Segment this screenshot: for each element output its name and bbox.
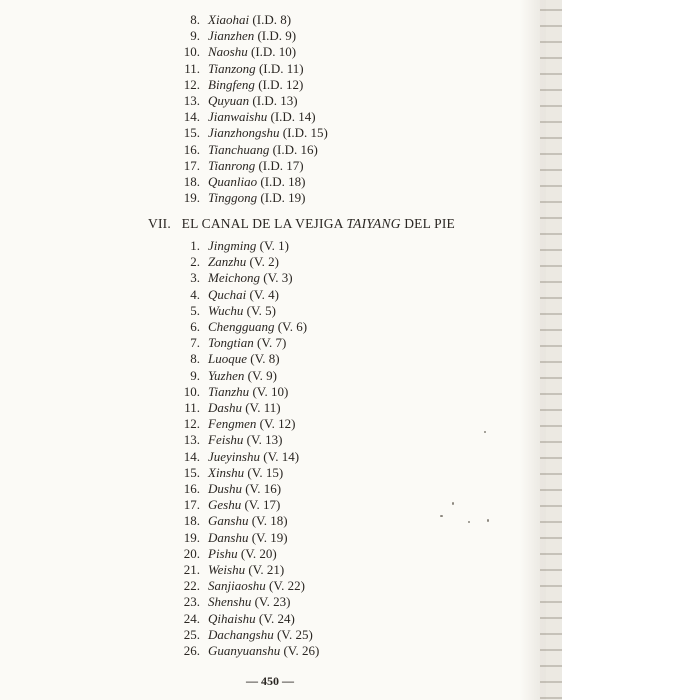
item-number: 4. xyxy=(190,286,200,302)
list-item xyxy=(0,44,540,60)
acupoint-code: (V. 16) xyxy=(245,481,282,496)
item-number: 9. xyxy=(190,28,200,44)
acupoint-code: (I.D. 16) xyxy=(272,141,318,157)
item-number: 16. xyxy=(183,481,200,496)
acupoint-code: (I.D. 14) xyxy=(270,109,316,125)
section-title-italic: TAIYANG xyxy=(346,216,401,231)
acupoint-code: (V. 25) xyxy=(276,626,313,642)
item-text xyxy=(208,594,290,610)
ink-speck xyxy=(440,515,443,517)
item-number: 18. xyxy=(183,174,200,189)
acupoint-code: (V. 5) xyxy=(246,302,277,318)
item-number: 8. xyxy=(190,351,200,367)
item-number: 26. xyxy=(183,643,200,658)
acupoint-code: (I.D. 13) xyxy=(252,93,298,108)
acupoint-name: Feishu xyxy=(208,432,244,448)
item-number: 20. xyxy=(183,545,200,561)
acupoint-name: Quanliao xyxy=(208,174,258,189)
list-item xyxy=(0,109,540,125)
acupoint-name: Quyuan xyxy=(208,93,250,108)
ink-speck xyxy=(484,431,486,433)
item-number: 18. xyxy=(183,513,200,529)
acupoint-code: (I.D. 8) xyxy=(252,12,292,27)
list-item xyxy=(0,449,540,465)
acupoint-name: Tinggong xyxy=(208,190,258,206)
item-text xyxy=(208,368,277,384)
page-number: — 450 — xyxy=(246,674,294,688)
acupoint-name: Jianwaishu xyxy=(208,109,268,125)
acupoint-name: Yuzhen xyxy=(208,367,245,383)
acupoint-code: (V. 26) xyxy=(283,643,320,658)
item-number: 3. xyxy=(190,270,200,286)
item-text xyxy=(208,432,283,448)
item-number: 6. xyxy=(190,319,200,334)
acupoint-code: (V. 12) xyxy=(259,416,296,432)
item-text xyxy=(208,416,296,432)
item-number: 19. xyxy=(183,190,200,206)
acupoint-code: (I.D. 19) xyxy=(260,190,306,206)
item-number: 23. xyxy=(183,594,200,610)
acupoint-name: Sanjiaoshu xyxy=(208,578,266,594)
item-text xyxy=(208,142,318,158)
acupoint-code: (V. 24) xyxy=(258,610,295,626)
acupoint-code: (V. 11) xyxy=(245,400,281,415)
list-item xyxy=(0,497,540,513)
section-title-end: DEL PIE xyxy=(404,216,456,231)
list-item xyxy=(0,351,540,367)
item-number: 25. xyxy=(183,626,200,642)
list-item xyxy=(0,530,540,546)
item-number: 13. xyxy=(183,432,200,448)
acupoint-name: Pishu xyxy=(208,545,238,561)
acupoint-name: Jianzhongshu xyxy=(208,125,280,141)
list-item xyxy=(0,627,540,643)
item-text xyxy=(208,643,319,659)
ink-speck xyxy=(452,502,454,505)
item-number: 14. xyxy=(183,448,200,464)
acupoint-code: (V. 18) xyxy=(251,513,288,529)
item-text xyxy=(208,287,279,303)
acupoint-code: (V. 17) xyxy=(244,497,281,513)
item-text xyxy=(208,319,307,335)
list-item xyxy=(0,158,540,174)
item-number: 21. xyxy=(183,562,200,577)
item-number: 17. xyxy=(183,157,200,173)
list-item xyxy=(0,481,540,497)
item-text xyxy=(208,44,296,60)
item-number: 13. xyxy=(183,93,200,108)
item-text xyxy=(208,611,295,627)
list-item xyxy=(0,28,540,44)
item-text xyxy=(208,513,288,529)
acupoint-name: Meichong xyxy=(208,270,260,286)
list-item xyxy=(0,643,540,659)
list-item xyxy=(0,368,540,384)
ink-speck xyxy=(487,519,489,522)
list-item xyxy=(0,142,540,158)
item-text xyxy=(208,158,304,174)
acupoint-code: (V. 3) xyxy=(263,270,293,286)
section-heading xyxy=(148,216,455,232)
list-item xyxy=(0,594,540,610)
acupoint-name: Chengguang xyxy=(208,319,275,334)
acupoint-code: (V. 7) xyxy=(257,335,287,351)
acupoint-name: Naoshu xyxy=(208,44,248,60)
item-text xyxy=(208,627,313,643)
item-number: 8. xyxy=(190,12,200,27)
acupoint-code: (I.D. 17) xyxy=(258,157,304,173)
item-text xyxy=(208,497,280,513)
item-number: 1. xyxy=(190,238,200,253)
item-text xyxy=(208,238,289,254)
acupoint-name: Tianrong xyxy=(208,157,256,173)
item-text xyxy=(208,254,279,270)
acupoint-code: (V. 4) xyxy=(249,286,279,302)
item-text xyxy=(208,384,288,400)
item-number: 17. xyxy=(183,497,200,513)
list-item xyxy=(0,61,540,77)
acupoint-code: (V. 14) xyxy=(263,448,300,464)
acupoint-code: (I.D. 11) xyxy=(258,60,304,76)
acupoint-code: (I.D. 18) xyxy=(260,174,306,189)
acupoint-code: (V. 22) xyxy=(269,578,305,594)
item-number: 19. xyxy=(183,529,200,545)
item-number: 10. xyxy=(183,383,200,399)
acupoint-code: (V. 2) xyxy=(249,254,279,270)
acupoint-code: (V. 15) xyxy=(247,464,284,480)
acupoint-name: Tongtian xyxy=(208,335,254,351)
item-text xyxy=(208,449,299,465)
acupoint-code: (I.D. 9) xyxy=(257,28,297,44)
acupoint-name: Tianchuang xyxy=(208,141,270,157)
item-text xyxy=(208,400,281,416)
acupoint-name: Guanyuanshu xyxy=(208,643,281,658)
acupoint-name: Wuchu xyxy=(208,302,244,318)
acupoint-code: (V. 1) xyxy=(259,238,290,253)
item-number: 10. xyxy=(183,44,200,60)
item-text xyxy=(208,93,298,109)
acupoint-name: Jianzhen xyxy=(208,28,255,44)
item-number: 16. xyxy=(183,141,200,157)
acupoint-name: Qihaishu xyxy=(208,610,256,626)
item-number: 22. xyxy=(183,578,200,594)
item-number: 14. xyxy=(183,109,200,125)
item-text xyxy=(208,28,296,44)
acupoint-code: (I.D. 10) xyxy=(250,44,297,60)
item-text xyxy=(208,335,286,351)
item-text xyxy=(208,77,303,93)
list-item xyxy=(0,562,540,578)
acupoint-name: Ganshu xyxy=(208,513,249,529)
acupoint-name: Xinshu xyxy=(208,464,245,480)
acupoint-name: Fengmen xyxy=(208,416,257,432)
list-item xyxy=(0,611,540,627)
acupoint-name: Xiaohai xyxy=(208,12,250,27)
item-text xyxy=(208,270,293,286)
acupoint-name: Dushu xyxy=(208,481,242,496)
item-number: 5. xyxy=(190,302,200,318)
item-number: 9. xyxy=(190,367,200,383)
item-number: 24. xyxy=(183,610,200,626)
item-number: 7. xyxy=(190,335,200,351)
acupoint-code: (V. 8) xyxy=(250,351,280,367)
list-item xyxy=(0,125,540,141)
item-text xyxy=(208,190,306,206)
acupoint-name: Jueyinshu xyxy=(208,448,260,464)
item-text xyxy=(208,12,291,28)
acupoint-code: (V. 21) xyxy=(248,562,285,577)
item-number: 15. xyxy=(183,464,200,480)
acupoint-code: (V. 20) xyxy=(240,545,277,561)
item-text xyxy=(208,530,288,546)
list-item xyxy=(0,546,540,562)
item-number: 11. xyxy=(184,60,200,76)
item-text xyxy=(208,61,304,77)
list-item xyxy=(0,303,540,319)
list-item xyxy=(0,238,540,254)
item-text xyxy=(208,546,277,562)
acupoint-name: Weishu xyxy=(208,562,246,577)
list-item xyxy=(0,287,540,303)
list-item xyxy=(0,465,540,481)
acupoint-name: Luoque xyxy=(208,351,247,367)
list-item xyxy=(0,400,540,416)
item-text xyxy=(208,125,328,141)
item-number: 12. xyxy=(183,76,200,92)
acupoint-name: Bingfeng xyxy=(208,76,255,92)
list-item xyxy=(0,578,540,594)
acupoint-name: Zanzhu xyxy=(208,254,247,270)
acupoint-code: (I.D. 12) xyxy=(258,76,304,92)
acupoint-code: (I.D. 15) xyxy=(282,125,328,141)
acupoint-name: Shenshu xyxy=(208,594,252,610)
list-item xyxy=(0,190,540,206)
item-number: 12. xyxy=(183,416,200,432)
item-text xyxy=(208,303,276,319)
list-item xyxy=(0,335,540,351)
acupoint-code: (V. 6) xyxy=(277,319,308,334)
acupoint-name: Dachangshu xyxy=(208,626,274,642)
item-text xyxy=(208,465,283,481)
acupoint-name: Tianzong xyxy=(208,60,256,76)
acupoint-code: (V. 19) xyxy=(251,529,288,545)
list-item xyxy=(0,93,540,109)
list-item xyxy=(0,270,540,286)
acupoint-name: Quchai xyxy=(208,286,247,302)
acupoint-code: (V. 9) xyxy=(247,367,277,383)
list-item xyxy=(0,12,540,28)
acupoint-name: Danshu xyxy=(208,529,249,545)
ink-speck xyxy=(468,521,470,523)
list-item xyxy=(0,513,540,529)
acupoint-code: (V. 13) xyxy=(246,432,283,448)
list-item xyxy=(0,254,540,270)
list-item xyxy=(0,432,540,448)
item-text xyxy=(208,578,305,594)
stacked-page-edges xyxy=(540,0,562,700)
item-text xyxy=(208,351,280,367)
list-item xyxy=(0,319,540,335)
section-numeral: VII. xyxy=(148,216,171,231)
item-text xyxy=(208,174,306,190)
item-number: 15. xyxy=(183,125,200,141)
acupoint-name: Geshu xyxy=(208,497,242,513)
list-item xyxy=(0,77,540,93)
section-title-start: EL CANAL DE LA VEJIGA xyxy=(181,216,343,231)
item-text xyxy=(208,562,284,578)
list-item xyxy=(0,174,540,190)
list-item xyxy=(0,384,540,400)
item-number: 2. xyxy=(190,254,200,270)
item-text xyxy=(208,481,281,497)
acupoint-code: (V. 23) xyxy=(254,594,291,610)
item-number: 11. xyxy=(184,400,200,415)
item-text xyxy=(208,109,316,125)
list-item xyxy=(0,416,540,432)
acupoint-name: Dashu xyxy=(208,400,242,415)
acupoint-name: Jingming xyxy=(208,238,257,253)
acupoint-name: Tianzhu xyxy=(208,383,250,399)
acupoint-code: (V. 10) xyxy=(252,383,289,399)
